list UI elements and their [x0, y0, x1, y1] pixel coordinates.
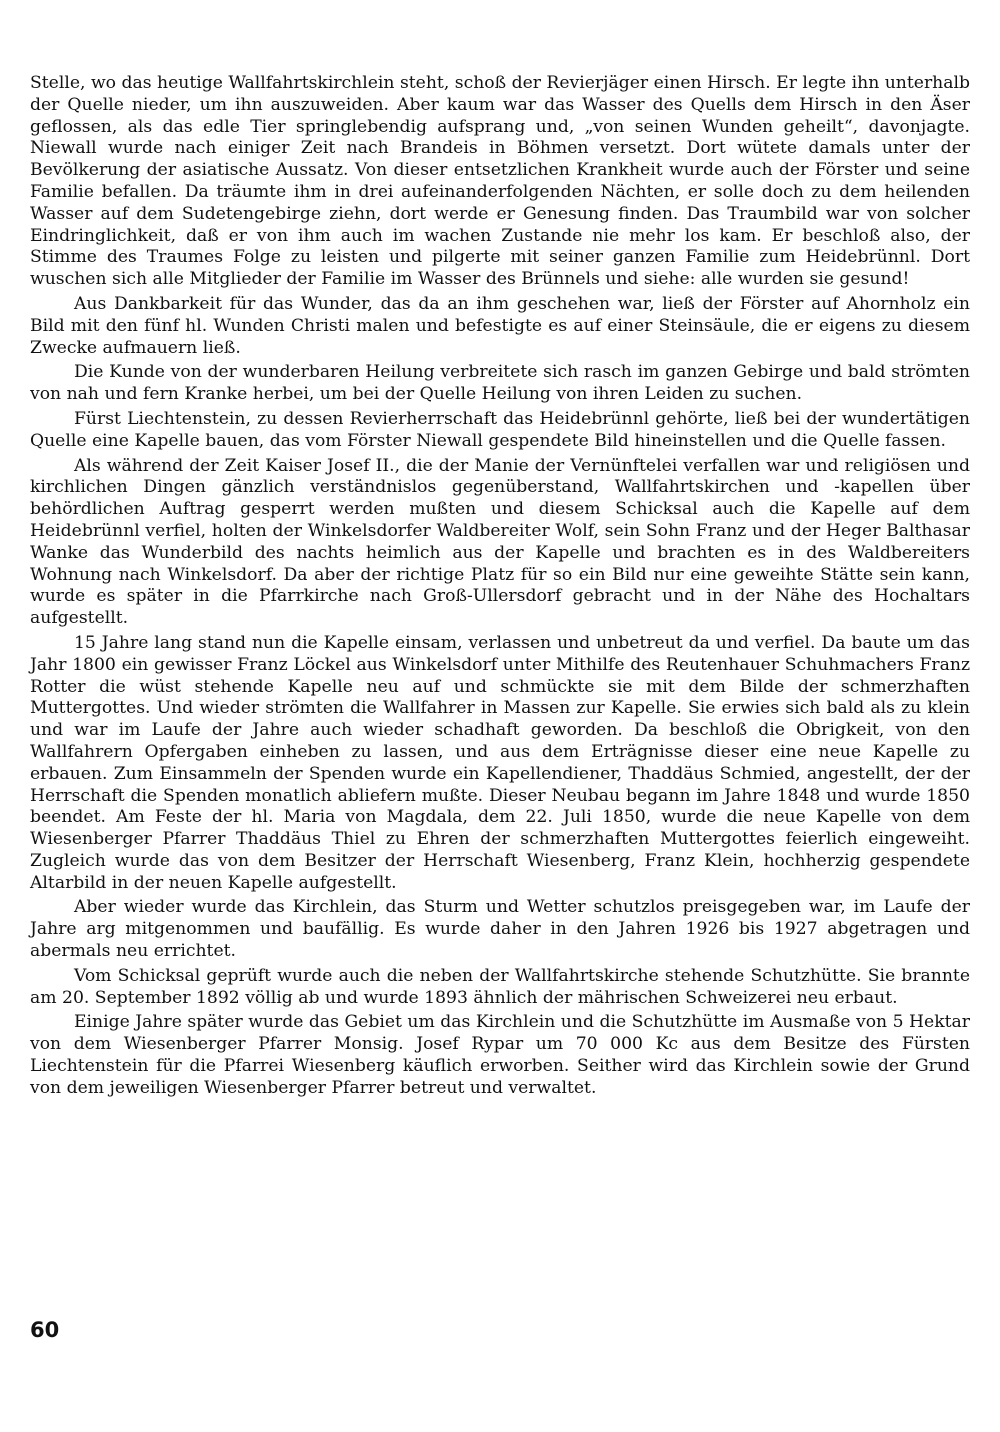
paragraph-8: Vom Schicksal geprüft wurde auch die neben der Wallfahrtskirche stehende Schutzhütte. Sie brannte am 20. September 1892 völlig ab und wurde 1893 ähnlich der mährischen Schweizerei neu erbaut.: [30, 965, 970, 1008]
paragraph-4: Fürst Liechtenstein, zu dessen Revierherrschaft das Heidebrünnl gehörte, ließ bei der wundertätigen Quelle eine Kapelle bauen, das vom Förster Niewall gespendete Bild hineinstellen und die Quelle fassen.: [30, 408, 970, 451]
paragraph-7: Aber wieder wurde das Kirchlein, das Sturm und Wetter schutzlos preisgegeben war, im Laufe der Jahre arg mitgenommen und baufällig. Es wurde daher in den Jahren 1926 bis 1927 abgetragen und abermals neu errichtet.: [30, 897, 970, 962]
paragraph-2: Aus Dankbarkeit für das Wunder, das da an ihm geschehen war, ließ der Förster auf Ahornholz ein Bild mit den fünf hl. Wunden Christi malen und befestigte es auf einer Steinsäule, die er eigens zu diesem Zwecke aufmauern ließ.: [30, 293, 970, 358]
page-number: 60: [30, 1318, 60, 1342]
paragraph-3: Die Kunde von der wunderbaren Heilung verbreitete sich rasch im ganzen Gebirge und bald strömten von nah und fern Kranke herbei, um bei der Quelle Heilung von ihren Leiden zu suchen.: [30, 362, 970, 405]
paragraph-6: 15 Jahre lang stand nun die Kapelle einsam, verlassen und unbetreut da und verfiel. Da baute um das Jahr 1800 ein gewisser Franz Löckel aus Winkelsdorf unter Mithilfe des Reutenhauer Schuhmachers Franz Rotter die wüst stehende Kapelle neu auf und schmückte sie mit dem Bilde der schmerzhaften Muttergottes. Und wieder strömten die Wallfahrer in Massen zur Kapelle. Sie erwies sich bald als zu klein und war im Laufe der Jahre auch wieder schadhaft geworden. Da beschloß die Obrigkeit, von den Wallfahrern Opfergaben einheben zu lassen, und aus dem Erträgnisse dieser eine neue Kapelle zu erbauen. Zum Einsammeln der Spenden wurde ein Kapellendiener, Thaddäus Schmied, angestellt, der der Herrschaft die Spenden monatlich abliefern mußte. Dieser Neubau begann im Jahre 1848 und wurde 1850 beendet. Am Feste der hl. Maria von Magdala, dem 22. Juli 1850, wurde die neue Kapelle von dem Wiesenberger Pfarrer Thaddäus Thiel zu Ehren der schmerzhaften Muttergottes feierlich eingeweiht. Zugleich wurde das von dem Besitzer der Herrschaft Wiesenberg, Franz Klein, hochherzig gespendete Altarbild in der neuen Kapelle aufgestellt.: [30, 632, 970, 893]
paragraph-5: Als während der Zeit Kaiser Josef II., die der Manie der Vernünftelei verfallen war und religiösen und kirchlichen Dingen gänzlich verständnislos gegenüberstand, Wallfahrtskirchen und -kapellen über behördlichen Auftrag gesperrt werden mußten und diesem Schicksal auch die Kapelle auf dem Heidebrünnl verfiel, holten der Winkelsdorfer Waldbereiter Wolf, sein Sohn Franz und der Heger Balthasar Wanke das Wunderbild des nachts heimlich aus der Kapelle und brachten es in des Waldbereiters Wohnung nach Winkelsdorf. Da aber der richtige Platz für so ein Bild nur eine geweihte Stätte sein kann, wurde es später in die Pfarrkirche nach Groß-Ullersdorf gebracht und in der Nähe des Hochaltars aufgestellt.: [30, 455, 970, 629]
paragraph-1: Stelle, wo das heutige Wallfahrtskirchlein steht, schoß der Revierjäger einen Hirsch. Er legte ihn unterhalb der Quelle nieder, um ihn auszuweiden. Aber kaum war das Wasser des Quells dem Hirsch in den Äser geflossen, als das edle Tier springlebendig aufsprang und, „von seinen Wunden geheilt“, davonjagte. Niewall wurde nach einiger Zeit nach Brandeis in Böhmen versetzt. Dort wütete damals unter der Bevölkerung der asiatische Aussatz. Von dieser entsetzlichen Krankheit wurde auch der Förster und seine Familie befallen. Da träumte ihm in drei aufeinanderfolgenden Nächten, er solle doch zu dem heilenden Wasser auf dem Sudetengebirge ziehn, dort werde er Genesung finden. Das Traumbild war von solcher Eindringlichkeit, daß er von ihm auch im wachen Zustande nie mehr los kam. Er beschloß also, der Stimme des Traumes Folge zu leisten und pilgerte mit seiner ganzen Familie zum Heidebrünnl. Dort wuschen sich alle Mitglieder der Familie im Wasser des Brünnels und siehe: alle wurden sie gesund!: [30, 73, 970, 290]
page-body: [30, 73, 970, 1103]
paragraph-9: Einige Jahre später wurde das Gebiet um das Kirchlein und die Schutzhütte im Ausmaße von 5 Hektar von dem Wiesenberger Pfarrer Monsig. Josef Rypar um 70 000 Kc aus dem Besitze des Fürsten Liechtenstein für die Pfarrei Wiesenberg käuflich erworben. Seither wird das Kirchlein sowie der Grund von dem jeweiligen Wiesenberger Pfarrer betreut und verwaltet.: [30, 1012, 970, 1098]
